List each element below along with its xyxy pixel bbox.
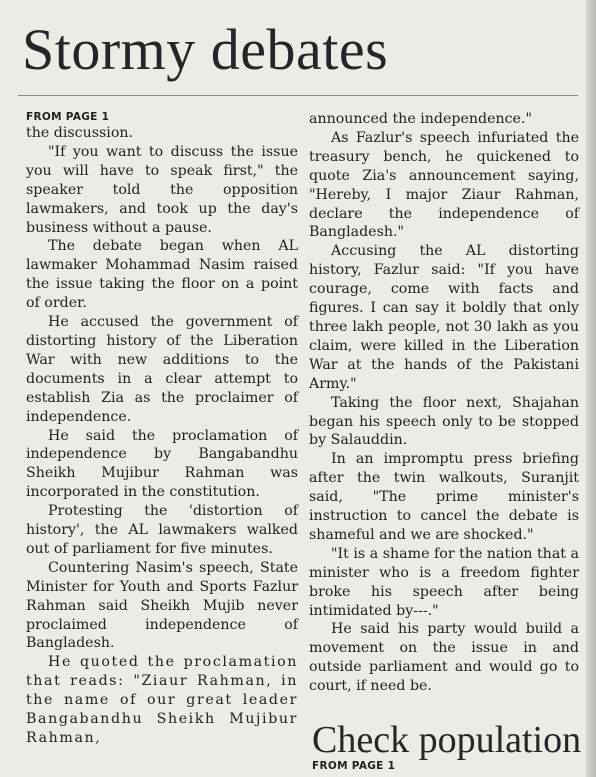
- article-kicker: FROM PAGE 1: [26, 111, 110, 123]
- article-paragraph: the discussion.: [26, 125, 134, 141]
- article-paragraph: "If you want to discuss the issue you will have to speak first," the speaker told the opposition lawmakers, and took up the day's business without a pause.: [26, 143, 298, 236]
- article-paragraph: The debate began when AL lawmaker Mohammad Nasim raised the issue taking the floor on a point of order.: [26, 238, 298, 312]
- next-article-headline: Check population: [312, 719, 582, 761]
- article-paragraph: As Fazlur's speech infuriated the treasury bench, he quickened to quote Zia's announcement saying, "Hereby, I major Ziaur Rahman, declare the independence of Bangladesh.": [309, 129, 579, 241]
- column-divider: [303, 110, 304, 710]
- article-paragraph: "It is a shame for the nation that a minister who is a freedom fighter broke his speech after being intimidated by---.": [309, 545, 579, 619]
- article-paragraph: He said the proclamation of independence by Bangabandhu Sheikh Mujibur Rahman was incorporated in the constitution.: [26, 427, 298, 501]
- article-paragraph: Accusing the AL distorting history, Fazlur said: "If you have courage, come with facts and figures. I can say it boldly that only three lakh people, not 30 lakh as you claim, were killed in the Liberation War at the hands of the Pakistani Army.": [309, 243, 579, 392]
- article-paragraph: In an impromptu press briefing after the twin walkouts, Suranjit said, "The prime minister's instruction to cancel the debate is shameful and we are shocked.": [309, 451, 579, 543]
- article-paragraph: Taking the floor next, Shajahan began his speech only to be stopped by Salauddin.: [309, 394, 579, 449]
- article-column-right: [309, 110, 579, 696]
- article-paragraph: Protesting the 'distortion of history', the AL lawmakers walked out of parliament for five minutes.: [26, 503, 298, 557]
- article-column-left: [26, 110, 298, 748]
- next-article-kicker: FROM PAGE 1: [312, 760, 396, 772]
- page-edge-shadow: [586, 0, 596, 777]
- article-paragraph: announced the independence.": [309, 111, 532, 127]
- article-paragraph: He said his party would build a movement on the issue in and outside parliament and would go to court, if need be.: [309, 621, 579, 695]
- article-paragraph: He accused the government of distorting history of the Liberation War with new additions to the documents in a clear attempt to establish Zia as the proclaimer of independence.: [26, 314, 298, 425]
- article-headline: Stormy debates: [22, 17, 389, 82]
- article-paragraph: Countering Nasim's speech, State Minister for Youth and Sports Fazlur Rahman said Sheikh Mujib never proclaimed independence of Bangladesh.: [26, 559, 298, 652]
- article-paragraph: He quoted the proclamation that reads: "Ziaur Rahman, in the name of our great leader Bangabandhu Sheikh Mujibur Rahman,: [26, 654, 298, 746]
- headline-rule: [18, 95, 578, 96]
